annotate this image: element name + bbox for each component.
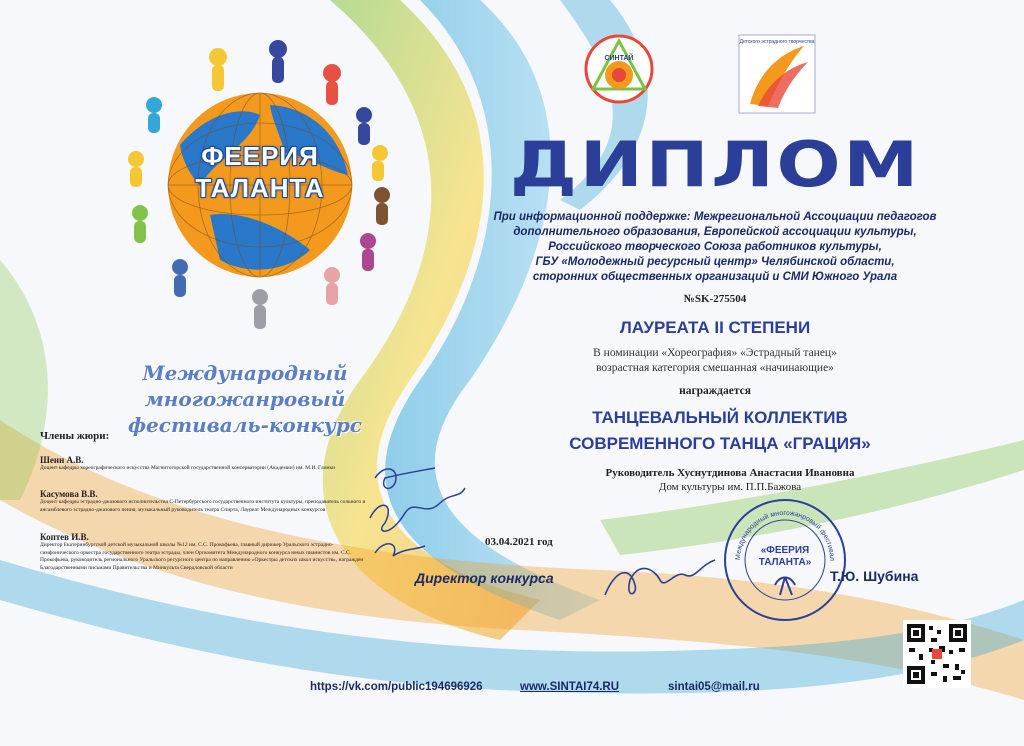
jury-member [40, 455, 370, 473]
awardee-name [520, 405, 920, 457]
support-line: При информационной поддержке: Межрегиональной Ассоциации педагогов [493, 211, 937, 223]
svg-text:«ФЕЕРИЯ: «ФЕЕРИЯ [760, 545, 810, 556]
jury-desc: Директор Екатеринбургской детской музыкальной школы №12 им. С.С. Прокофьева, главный дирижер Уральского эстрадно-симфонического оркестра государственного театра эстрады, член Оргкомитета Международного конкурса юных пианистов им. С.С. Прокофьева, руководитель регионального Уральского ресурсного центра по направлению «Оркестры детских школ искусств», награжден Благодарственными письмами Правительства и Минкульта Свердловской области [40, 542, 364, 571]
awardee-line1: ТАНЦЕВАЛЬНЫЙ КОЛЛЕКТИВ [592, 408, 848, 427]
partner-logo [738, 34, 816, 114]
jury-member [40, 532, 370, 572]
qr-code[interactable] [903, 620, 971, 688]
festival-line2: фестиваль-конкурс [128, 413, 362, 437]
footer-site-link[interactable]: www.SINTAI74.RU [520, 681, 620, 693]
jury-name: Касумова В.В. [40, 489, 98, 499]
issue-date: 03.04.2021 год [485, 536, 553, 548]
organizer-stamp [720, 495, 850, 625]
svg-text:Детского эстрадного творчества: Детского эстрадного творчества [739, 39, 815, 45]
jury-title: Члены жюри: [40, 430, 110, 442]
director-label: Директор конкурса [415, 570, 554, 586]
nomination-line2: возрастная категория смешанная «начинающие» [596, 362, 834, 374]
jury-desc: Доцент кафедры хореографического искусства Магнитогорской государственной консерватории (Академии) им. М.И. Глинки [40, 465, 336, 471]
nomination-line1: В номинации «Хореография» «Эстрадный танец» [593, 347, 837, 359]
globe-logo-title [175, 140, 345, 204]
diploma-number: №SK-275504 [683, 293, 747, 305]
support-line: дополнительного образования, Европейской ассоциации культуры, [513, 226, 917, 238]
awarded-label: награждается [679, 385, 751, 397]
jury-name: Шеин А.В. [40, 455, 84, 465]
festival-name [45, 360, 445, 438]
logo-title-line1: ФЕЕРИЯ [201, 141, 319, 171]
sintai-logo [583, 33, 655, 105]
jury-signatures [355, 458, 475, 568]
laureate-degree: ЛАУРЕАТА II СТЕПЕНИ [619, 318, 811, 337]
jury-name: Коптев И.В. [40, 532, 89, 542]
support-text [475, 210, 955, 285]
svg-text:СИНТАЙ: СИНТАЙ [604, 55, 634, 62]
logo-title-line2: ТАЛАНТА [195, 173, 325, 203]
support-line: Российского творческого Союза работников культуры, [548, 241, 882, 253]
jury-member [40, 489, 370, 514]
footer-email[interactable]: sintai05@mail.ru [668, 681, 760, 693]
diploma-title: ДИПЛОМ [509, 128, 921, 201]
nomination [530, 346, 900, 376]
institution: Дом культуры им. П.П.Бажова [658, 481, 802, 493]
jury-desc: Доцент кафедры эстрадно-джазового исполнительства С-Петербургского государственного института культуры, преподаватель сольного и ансамблевого эстрадно-джазового пения, музыкальный руководитель театра Спирта, Лауреат Международных конкурсов [40, 499, 366, 513]
footer-vk-link[interactable]: https://vk.com/public194696926 [310, 681, 483, 693]
svg-text:Международный многожанровый фе: Международный многожанровый фестивал [734, 509, 836, 561]
director-name: Т.Ю. Шубина [830, 568, 919, 584]
awardee-line2: СОВРЕМЕННОГО ТАНЦА «ГРАЦИЯ» [569, 434, 871, 453]
support-line: сторонних общественных организаций и СМИ Южного Урала [532, 271, 898, 283]
support-line: ГБУ «Молодежный ресурсный центр» Челябинской области, [535, 256, 895, 268]
festival-line1: Международный многожанровый [142, 361, 348, 411]
svg-text:ТАЛАНТА»: ТАЛАНТА» [758, 557, 812, 568]
director-signature [600, 550, 720, 610]
leader: Руководитель Хуснутдинова Анастасия Ивановна [605, 467, 855, 479]
